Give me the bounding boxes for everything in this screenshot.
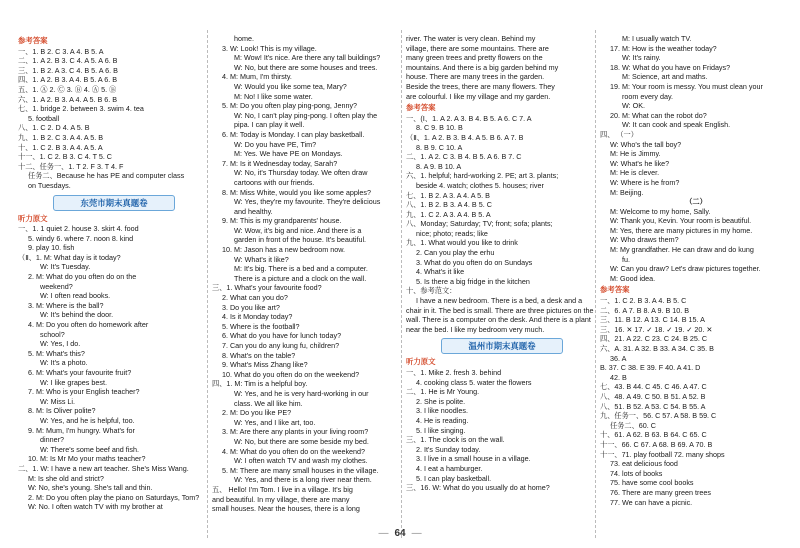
text-line: 4. What's it like xyxy=(416,267,465,277)
text-line: 八、48. A 49. C 50. B 51. A 52. B xyxy=(600,391,706,401)
text-line: W: Can you draw? Let's draw pictures together. xyxy=(610,264,761,274)
text-line: W: I often read books. xyxy=(40,291,111,301)
text-line: W: Yes, and he is very hard-working in our xyxy=(234,388,369,398)
text-line: 8. What's on the table? xyxy=(222,350,296,360)
text-line: 七、1. B 2. A 3. A 4. A 5. B xyxy=(406,190,490,200)
text-line: M: It's big. There is a bed and a computer. xyxy=(234,264,368,274)
text-line: 八、1. C 2. D 4. A 5. B xyxy=(18,123,90,133)
text-line: W: Yes, and I like art, too. xyxy=(234,417,316,427)
text-line: M: Wow! It's nice. Are there any tall buildings? xyxy=(234,53,381,63)
text-line: M: He is Jimmy. xyxy=(610,149,661,159)
text-line: 3. W: Look! This is my village. xyxy=(222,43,317,53)
text-line: 8. M: Miss White, would you like some apples? xyxy=(222,187,372,197)
text-line: W: It's rainy. xyxy=(622,53,661,63)
text-line: 3. Do you like art? xyxy=(222,302,280,312)
text-line: beside 4. watch; clothes 5. houses; river xyxy=(416,180,544,190)
text-line: 四、 （一） xyxy=(600,129,638,139)
text-line: 5. M: Do you often play ping-pong, Jenny? xyxy=(222,101,358,111)
text-line: M: My grandfather. He can draw and do kung xyxy=(610,245,754,255)
text-line: 76. There are many green trees xyxy=(610,487,711,497)
text-line: 10. What do you often do on the weekend? xyxy=(222,369,360,379)
text-line: cartoons with our friends. xyxy=(234,177,315,187)
text-line: 75. have some cool books xyxy=(610,478,694,488)
text-line: 4. M: Mum, I'm thirsty. xyxy=(222,72,292,82)
text-line: 10. M: Is Mr Mo your maths teacher? xyxy=(28,454,146,464)
text-line: 十一、66. C 67. A 68. B 69. A 70. B xyxy=(600,439,713,449)
text-line: 4. I eat a hamburger. xyxy=(416,463,483,473)
text-line: 一、(Ⅰ、1. A 2. A 3. B 4. B 5. A 6. C 7. A xyxy=(406,113,532,123)
section-heading: 参考答案 xyxy=(406,103,436,113)
text-line: 二、1. A 2. B 3. C 4. A 5. A 6. B xyxy=(18,56,118,66)
exam-title-banner: 温州市期末真题卷 xyxy=(441,338,563,354)
text-line: W: Miss Li. xyxy=(40,396,76,406)
text-line: 八、Monday; Saturday; TV; front; sofa; plants; xyxy=(406,219,553,229)
text-line: W: No, but there are some beside my bed. xyxy=(234,436,369,446)
text-line: B. 37. C 38. E 39. F 40. A 41. D xyxy=(600,363,701,373)
text-line: W: Who draws them? xyxy=(610,235,679,245)
text-line: small houses. Near the houses, there is a long xyxy=(212,504,360,514)
text-line: W: It's a photo. xyxy=(40,358,88,368)
text-line: 三、11. B 12. A 13. C 14. B 15. A xyxy=(600,315,705,325)
text-line: 四、21. A 22. C 23. C 24. B 25. C xyxy=(600,334,708,344)
section-heading: 听力原文 xyxy=(18,213,48,223)
text-line: 7. M: Who is your English teacher? xyxy=(28,387,140,397)
text-line: W: Yes, they're my favourite. They're delicious xyxy=(234,197,381,207)
text-line: 8. M: Is Oliver polite? xyxy=(28,406,96,416)
text-line: 6. M: What's your favourite fruit? xyxy=(28,368,132,377)
text-line: 任务二、60. C xyxy=(610,420,656,430)
text-line: 2. Can you play the erhu xyxy=(416,248,495,258)
text-line: M: Is she old and strict? xyxy=(28,473,104,483)
text-line: 二、1. A 2. C 3. B 4. B 5. A 6. B 7. C xyxy=(406,152,522,162)
text-column-1 xyxy=(18,34,210,534)
text-line: W: No, she's young. She's tall and thin. xyxy=(28,483,153,493)
text-line: Beside the trees, there are many flowers. They xyxy=(406,81,555,91)
text-line: 四、1. M: Tim is a helpful boy. xyxy=(212,379,308,389)
text-line: W: Would you like some tea, Mary? xyxy=(234,81,347,91)
text-line: 三、16. ✕ 17. ✓ 18. ✓ 19. ✓ 20. ✕ xyxy=(600,324,713,334)
text-line: 42. B xyxy=(610,372,627,382)
text-line: 二、6. A 7. B 8. A 9. B 10. B xyxy=(600,305,690,315)
text-line: 五、1. Ⓐ 2. Ⓒ 3. Ⓑ 4. Ⓐ 5. Ⓑ xyxy=(18,84,117,94)
text-line: 17. M: How is the weather today? xyxy=(610,43,717,53)
text-line: 20. M: What can the robot do? xyxy=(610,110,707,120)
text-line: garden in front of the house. It's beautiful. xyxy=(234,235,367,245)
text-line: 3. What do you often do on Sundays xyxy=(416,257,533,267)
text-line: pipa. I can play it well. xyxy=(234,120,305,130)
text-line: school? xyxy=(40,329,65,339)
text-line: M: He is clever. xyxy=(610,168,660,178)
text-line: 八、1. B 2. B 3. A 4. B 5. C xyxy=(406,200,492,210)
text-line: 8. A 9. B 10. A xyxy=(416,161,462,171)
text-line: 三、1. What's your favourite food? xyxy=(212,283,322,293)
text-line: 7. M: Is it Wednesday today, Sarah? xyxy=(222,158,338,168)
text-line: （Ⅱ、1. A 2. B 3. B 4. A 5. B 6. A 7. B xyxy=(406,132,524,142)
text-line: 6. What do you have for lunch today? xyxy=(222,331,342,341)
text-line: room every day. xyxy=(622,91,673,101)
text-line: 十一、71. play football 72. many shops xyxy=(600,449,725,459)
text-line: W: What's it like? xyxy=(234,254,289,264)
text-line: 九、1. B 2. C 3. A 4. A 5. B xyxy=(18,132,104,142)
text-line: fu. xyxy=(622,254,630,264)
text-line: W: No, I can't play ping-pong. I often play the xyxy=(234,110,378,120)
text-line: 七、1. bridge 2. between 3. swim 4. tea xyxy=(18,104,144,114)
text-line: 5. Is there a big fridge in the kitchen xyxy=(416,276,530,286)
text-line: 74. lots of books xyxy=(610,468,663,478)
text-line: W: It can cook and speak English. xyxy=(622,120,731,130)
text-line: W: Who's the tall boy? xyxy=(610,139,682,149)
text-line: W: Yes, and there is a long river near them. xyxy=(234,475,372,485)
text-column-3 xyxy=(406,34,598,534)
subsection-label: （二） xyxy=(685,197,707,207)
text-line: 任务二、Because he has PE and computer class xyxy=(28,171,185,181)
text-line: 4. M: What do you often do on the weekend? xyxy=(222,446,366,456)
text-line: 3. I live in a small house in a village. xyxy=(416,454,531,464)
exam-title-banner: 东莞市期末真题卷 xyxy=(53,195,175,211)
text-line: 6. M: Today is Monday. I can play basketball. xyxy=(222,129,365,139)
text-line: 7. Can you do any kung fu, children? xyxy=(222,341,340,350)
text-line: 8. C 9. B 10. B xyxy=(416,123,463,133)
text-line: 二、1. W: I have a new art teacher. She's Miss Wang. xyxy=(18,463,189,473)
section-heading: 听力原文 xyxy=(406,357,436,367)
text-line: 5. M: What's this? xyxy=(28,348,85,358)
text-line: 七、43. B 44. C 45. C 46. A 47. C xyxy=(600,382,707,392)
text-line: 三、16. W: What do you usually do at home? xyxy=(406,483,550,493)
text-line: class. We all like him. xyxy=(234,398,303,408)
text-line: 77. We can have a picnic. xyxy=(610,497,693,507)
text-line: village, there are some mountains. There are xyxy=(406,43,549,53)
text-line: 18. W: What do you have on Fridays? xyxy=(610,62,731,72)
text-line: 5. football xyxy=(28,113,60,123)
text-line: 九、任务一、56. C 57. A 58. B 59. C xyxy=(600,411,717,421)
text-line: 19. M: Your room is messy. You must clean your xyxy=(610,81,763,91)
text-line: M: Science, art and maths. xyxy=(622,72,708,82)
text-line: 十二、任务一、1. T 2. F 3. T 4. F xyxy=(18,161,124,171)
text-line: 5. I like singing. xyxy=(416,425,466,435)
text-line: 9. M: This is my grandparents' house. xyxy=(222,216,342,226)
text-line: M: Yes. We have PE on Mondays. xyxy=(234,149,343,159)
text-line: 五、 Hello! I'm Tom. I live in a village. It's big xyxy=(212,484,353,494)
text-line: M: Yes, there are many pictures in my home. xyxy=(610,225,753,235)
text-line: 4. cooking class 5. water the flowers xyxy=(416,377,532,387)
text-line: river. The water is very clean. Behind my xyxy=(406,34,536,43)
text-line: 2. M: Do you like PE? xyxy=(222,408,292,418)
text-column-2 xyxy=(212,34,404,534)
text-line: 2. She is polite. xyxy=(416,396,466,406)
essay-paragraph: I have a new bedroom. There is a bed, a desk and a chair in it. The bed is small. There are three pictures on the wall. There is a computer on the desk. And there is a plant near the bed. I like my bedroom very much. xyxy=(406,296,594,334)
text-line: 4. Is it Monday today? xyxy=(222,312,293,322)
text-line: 4. He is reading. xyxy=(416,415,469,425)
text-line: many green trees and pretty flowers on the xyxy=(406,53,543,63)
text-line: W: Thank you, Kevin. Your room is beautiful. xyxy=(610,216,752,226)
text-line: W: Wow, it's big and nice. And there is a xyxy=(234,225,362,235)
text-line: 3. M: Are there any plants in your living room? xyxy=(222,427,369,437)
text-line: 10. M: Jason has a new bedroom now. xyxy=(222,245,346,255)
text-line: 5. windy 6. where 7. noon 8. kind xyxy=(28,233,134,243)
text-line: 八、51. B 52. A 53. C 54. B 55. A xyxy=(600,401,706,411)
section-heading: 参考答案 xyxy=(18,36,48,45)
text-line: and beautiful. In my village, there are many xyxy=(212,494,350,504)
text-line: 2. M: Do you often play the piano on Saturdays, Tom? xyxy=(28,492,200,502)
text-line: 3. M: Where is the ball? xyxy=(28,300,104,310)
text-line: 一、1. B 2. C 3. A 4. B 5. A xyxy=(18,46,104,56)
text-line: 三、1. B 2. A 3. C 4. B 5. A 6. B xyxy=(18,65,118,75)
text-line: 4. M: Do you often do homework after xyxy=(28,320,149,330)
text-line: 5. I can play basketball. xyxy=(416,473,492,483)
text-line: 十一、1. C 2. B 3. C 4. T 5. C xyxy=(18,152,113,162)
text-line: 四、1. A 2. B 3. A 4. B 5. A 6. B xyxy=(18,75,118,85)
text-line: M: Beijing. xyxy=(610,187,644,197)
text-line: W: It's behind the door. xyxy=(40,310,114,320)
text-line: mountains. And there is a big garden behind my xyxy=(406,62,559,72)
text-line: W: No, but there are some houses and trees. xyxy=(234,62,378,72)
text-line: 9. M: Mum, I'm hungry. What's for xyxy=(28,425,135,435)
text-line: 九、1. C 2. A 3. A 4. B 5. A xyxy=(406,209,491,219)
section-heading: 参考答案 xyxy=(600,285,630,295)
text-line: 3. I like noodles. xyxy=(416,406,468,416)
text-line: M: Good idea. xyxy=(610,273,656,283)
text-line: 5. M: There are many small houses in the village. xyxy=(222,465,379,475)
text-line: weekend? xyxy=(40,281,73,291)
text-line: W: No. I often watch TV with my brother at xyxy=(28,502,163,512)
text-line: 十、1. C 2. B 3. A 4. A 5. A xyxy=(18,142,103,152)
text-line: 9. What's Miss Zhang like? xyxy=(222,360,308,370)
text-line: 六、A. 31. A 32. B 33. A 34. C 35. B xyxy=(600,344,714,353)
text-line: 六、1. helpful; hard-working 2. PE; art 3. plants; xyxy=(406,171,559,181)
text-line: 十、参考范文： xyxy=(406,286,457,296)
text-line: 9. play 10. fish xyxy=(28,243,75,253)
text-line: There is a picture and a clock on the wall. xyxy=(234,273,367,283)
text-line: W: OK. xyxy=(622,101,646,111)
text-line: M: I usually watch TV. xyxy=(622,34,692,43)
text-line: 二、1. He is Mr Young. xyxy=(406,387,480,397)
text-line: M: Welcome to my home, Sally. xyxy=(610,206,711,216)
text-line: 36. A xyxy=(610,353,627,363)
text-line: 三、1. The clock is on the wall. xyxy=(406,435,505,445)
text-line: 8. B 9. C 10. A xyxy=(416,142,463,152)
text-line: W: Where is he from? xyxy=(610,177,680,187)
text-line: on Tuesdays. xyxy=(28,180,71,190)
text-line: W: It's Tuesday. xyxy=(40,262,91,272)
text-line: W: I often watch TV and wash my clothes. xyxy=(234,456,368,466)
text-line: 5. Where is the football? xyxy=(222,321,300,331)
text-line: W: Do you have PE, Tim? xyxy=(234,139,317,149)
text-line: home. xyxy=(234,34,254,43)
text-line: 2. M: What do you often do on the xyxy=(28,272,137,282)
text-line: dinner? xyxy=(40,435,64,445)
text-line: nice; photo; reads; like xyxy=(416,228,488,238)
text-line: W: Yes, and he is helpful, too. xyxy=(40,415,135,425)
text-line: 一、1. Mike 2. fresh 3. behind xyxy=(406,368,502,377)
text-line: W: What's he like? xyxy=(610,158,670,168)
text-line: are colourful. I like my village and my garden. xyxy=(406,91,551,101)
text-column-4 xyxy=(600,34,792,534)
text-line: and healthy. xyxy=(234,206,273,216)
text-line: 九、1. What would you like to drink xyxy=(406,238,518,248)
text-line: W: Yes, I do. xyxy=(40,339,81,349)
text-line: W: There's some beef and fish. xyxy=(40,444,139,454)
text-line: W: I like grapes best. xyxy=(40,377,107,387)
page-number: — 64 — xyxy=(0,528,800,539)
text-line: 一、1. 1 quiet 2. house 3. skirt 4. food xyxy=(18,224,139,234)
text-line: W: No, it's Thursday today. We often draw xyxy=(234,168,368,178)
text-line: 2. What can you do? xyxy=(222,293,288,303)
text-line: 十、61. A 62. B 63. B 64. C 65. C xyxy=(600,430,707,440)
text-line: 73. eat delicious food xyxy=(610,459,678,469)
text-line: （Ⅱ、1. M: What day is it today? xyxy=(18,252,121,262)
text-line: house. There are many trees in the garden. xyxy=(406,72,545,82)
text-line: M: No! I like some water. xyxy=(234,91,313,101)
text-line: 六、1. A 2. B 3. A 4. A 5. B 6. B xyxy=(18,94,118,104)
text-line: 一、1. C 2. B 3. A 4. B 5. C xyxy=(600,296,687,306)
text-line: 2. It's Sunday today. xyxy=(416,444,481,454)
